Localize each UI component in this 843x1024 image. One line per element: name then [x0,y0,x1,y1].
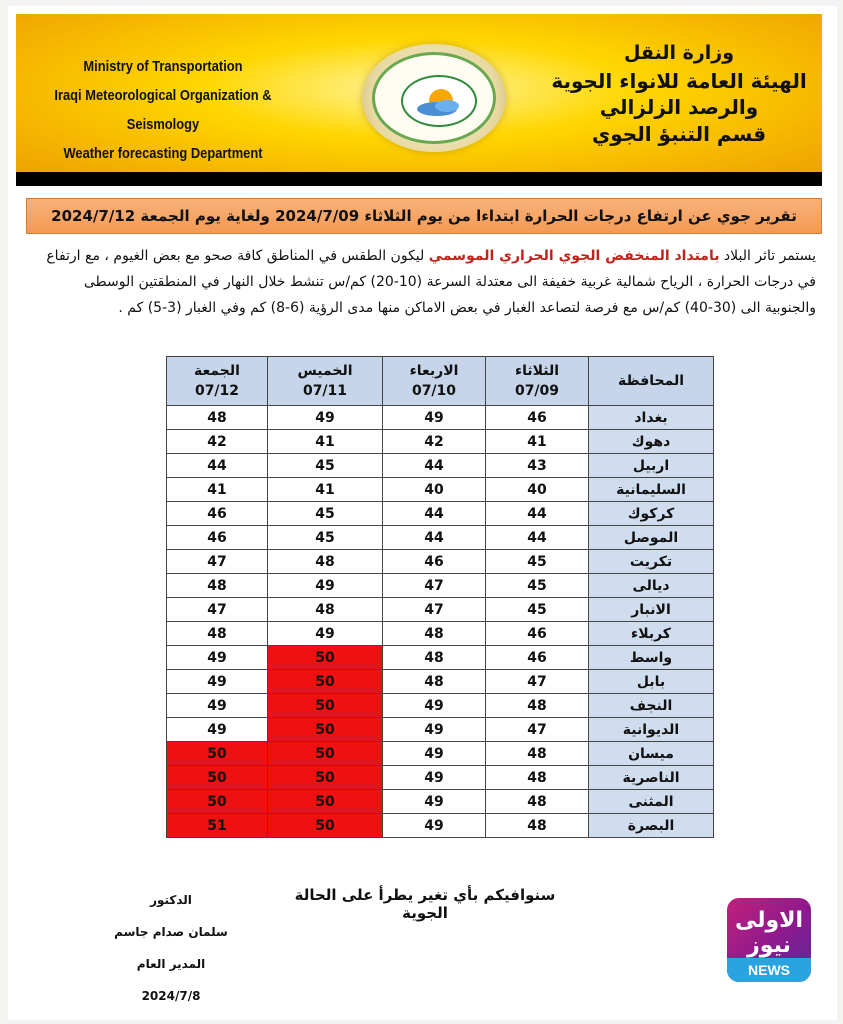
temperature-cell: 48 [486,766,589,790]
governorate-cell: كربلاء [589,622,714,646]
temperature-cell: 47 [167,598,268,622]
temperature-cell: 50 [167,742,268,766]
report-title: تقرير جوي عن ارتفاع درجات الحرارة ابتداءا من يوم الثلاثاء 2024/7/09 ولغاية يوم الجمعة 2024/7/12 [26,198,822,234]
closing-note: سنوافيكم بأي تغير يطرأ على الحالة الجوية [294,886,556,922]
temperature-cell: 48 [167,574,268,598]
temperature-cell: 48 [486,814,589,838]
temperature-cell: 45 [486,598,589,622]
temperature-cell: 49 [383,766,486,790]
table-row [167,406,714,430]
governorate-cell: النجف [589,694,714,718]
temperature-cell: 44 [486,526,589,550]
temperature-cell: 45 [268,526,383,550]
day-header: الاربعاء 07/10 [383,357,486,406]
news-tag: NEWS [727,958,811,982]
organization-logo [362,44,506,152]
temperature-cell: 50 [268,646,383,670]
temperature-cell: 42 [383,430,486,454]
governorate-header: المحافظة [589,357,714,406]
signature-block [96,884,246,1012]
ministry-name-en: Ministry of Transportation [83,58,243,75]
temperature-cell: 40 [486,478,589,502]
temperature-cell: 50 [268,790,383,814]
table-row [167,694,714,718]
table-row [167,430,714,454]
temperature-cell: 49 [167,670,268,694]
governorate-cell: الناصرية [589,766,714,790]
governorate-cell: تكريت [589,550,714,574]
governorate-cell: الانبار [589,598,714,622]
governorate-cell: ديالى [589,574,714,598]
temperature-cell: 48 [383,646,486,670]
temperature-cell: 49 [268,622,383,646]
table-row [167,502,714,526]
governorate-cell: الموصل [589,526,714,550]
temperature-cell: 47 [167,550,268,574]
english-header [34,52,292,168]
intro-highlight: بامتداد المنخفض الجوي الحراري الموسمي [428,248,720,264]
temperature-cell: 50 [268,814,383,838]
temperature-cell: 51 [167,814,268,838]
governorate-cell: اربيل [589,454,714,478]
temperature-cell: 50 [268,694,383,718]
governorate-cell: المثنى [589,790,714,814]
temperature-cell: 46 [486,622,589,646]
signature-date: 2024/7/8 [141,989,201,1003]
temperature-cell: 46 [383,550,486,574]
temperature-cell: 46 [167,526,268,550]
signature-position: المدير العام [136,957,206,971]
temperature-cell: 43 [486,454,589,478]
temperature-cell: 40 [383,478,486,502]
governorate-cell: دهوك [589,430,714,454]
temperature-cell: 49 [167,718,268,742]
temperature-cell: 46 [167,502,268,526]
temperature-cell: 45 [268,454,383,478]
table-row [167,598,714,622]
governorate-cell: السليمانية [589,478,714,502]
temperature-cell: 44 [383,502,486,526]
department-name-en: Weather forecasting Department [63,145,263,162]
temperature-cell: 42 [167,430,268,454]
temperature-cell: 48 [486,694,589,718]
temperature-cell: 46 [486,406,589,430]
temperature-cell: 48 [268,598,383,622]
temperature-cell: 49 [383,718,486,742]
table-row [167,478,714,502]
table-row [167,526,714,550]
table-row [167,742,714,766]
temperature-cell: 47 [383,598,486,622]
temperature-cell: 48 [167,622,268,646]
intro-text-end: ليكون الطقس في المناطق كافة صحو مع بعض الغيوم ، مع ارتفاع في درجات الحرارة ، الرياح شمالية غربية خفيفة الى معتدلة السرعة (10-20) كم/س تنشط خلال النهار في المنطقتين الوسطى والجنوبية الى (30-40) كم/س مع فرصة لتصاعد الغبار في بعض الاماكن منها مدى الرؤية (6-8) كم وفي الغبار (3-5) كم . [46,248,816,316]
table-row [167,670,714,694]
news-brand: الاولى نيوز [734,908,804,958]
day-header: الجمعة 07/12 [167,357,268,406]
temperature-cell: 48 [383,622,486,646]
organization-name-en: Iraqi Meteorological Organization & Seismology [54,87,272,133]
arabic-header [548,38,810,148]
table-row [167,814,714,838]
signature-title: الدكتور [150,893,192,907]
temperature-cell: 47 [383,574,486,598]
temperature-cell: 50 [268,766,383,790]
table-body [167,406,714,838]
day-header: الخميس 07/11 [268,357,383,406]
temperature-cell: 41 [486,430,589,454]
temperature-cell: 48 [167,406,268,430]
temperature-cell: 45 [486,574,589,598]
temperature-cell: 48 [268,550,383,574]
temperature-cell: 50 [268,742,383,766]
temperature-cell: 50 [167,790,268,814]
header-divider [16,172,822,186]
temperature-cell: 48 [486,742,589,766]
temperature-cell: 44 [486,502,589,526]
temperature-cell: 48 [383,670,486,694]
temperature-cell: 50 [268,670,383,694]
temperature-cell: 49 [383,814,486,838]
temperature-cell: 41 [167,478,268,502]
temperature-cell: 45 [268,502,383,526]
temperature-cell: 49 [383,406,486,430]
news-watermark-logo [727,898,811,982]
temperature-cell: 41 [268,478,383,502]
department-name-ar: قسم التنبؤ الجوي [591,122,767,146]
table-row [167,454,714,478]
table-row [167,790,714,814]
governorate-cell: بغداد [589,406,714,430]
table-row [167,550,714,574]
organization-name-ar: الهيئة العامة للانواء الجوية والرصد الزلزالي [551,69,807,119]
temperature-cell: 41 [268,430,383,454]
table-row [167,646,714,670]
table-row [167,622,714,646]
governorate-cell: واسط [589,646,714,670]
temperature-cell: 49 [167,694,268,718]
temperature-cell: 46 [486,646,589,670]
governorate-cell: الديوانية [589,718,714,742]
table-row [167,718,714,742]
governorate-cell: بابل [589,670,714,694]
ministry-name-ar: وزارة النقل [623,42,735,64]
temperature-table [166,356,714,838]
governorate-cell: البصرة [589,814,714,838]
temperature-cell: 50 [167,766,268,790]
temperature-cell: 49 [383,694,486,718]
temperature-cell: 45 [486,550,589,574]
governorate-cell: ميسان [589,742,714,766]
temperature-cell: 49 [167,646,268,670]
signature-name: سلمان صدام جاسم [114,925,228,939]
temperature-cell: 50 [268,718,383,742]
temperature-cell: 47 [486,670,589,694]
temperature-cell: 44 [383,454,486,478]
day-header: الثلاثاء 07/09 [486,357,589,406]
temperature-cell: 49 [268,406,383,430]
table-row [167,574,714,598]
sun-cloud-icon [401,75,477,127]
temperature-cell: 49 [268,574,383,598]
temperature-cell: 44 [383,526,486,550]
temperature-cell: 48 [486,790,589,814]
temperature-cell: 49 [383,790,486,814]
table-header-row [167,357,714,406]
table-row [167,766,714,790]
temperature-cell: 44 [167,454,268,478]
intro-paragraph [30,243,816,321]
temperature-cell: 47 [486,718,589,742]
temperature-cell: 49 [383,742,486,766]
intro-text-start: يستمر تاثر البلاد [719,248,816,264]
governorate-cell: كركوك [589,502,714,526]
logo-ring [372,52,496,144]
